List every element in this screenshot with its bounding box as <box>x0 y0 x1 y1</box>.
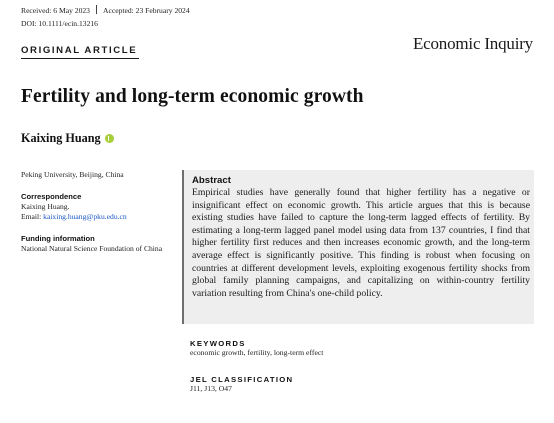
article-type-underline <box>21 58 139 59</box>
funding-label: Funding information <box>21 233 95 243</box>
affiliation: Peking University, Beijing, China <box>21 170 124 179</box>
funding-block <box>21 234 171 254</box>
jel-heading: JEL CLASSIFICATION <box>190 375 294 384</box>
email-prefix: Email: <box>21 211 44 221</box>
keywords-section <box>190 339 530 358</box>
correspondence-email-line <box>21 212 171 222</box>
affiliation-block <box>21 170 171 180</box>
received-date: Received: 6 May 2023 <box>21 6 90 15</box>
journal-logo: Economic Inquiry <box>412 34 533 53</box>
jel-section <box>190 375 530 394</box>
doi[interactable]: DOI: 10.1111/ecin.13216 <box>21 19 98 28</box>
submission-dates <box>21 5 190 16</box>
abstract-panel <box>182 170 534 324</box>
correspondence-name: Kaixing Huang. <box>21 201 70 211</box>
jel-codes: J11, J13, O47 <box>190 384 232 393</box>
date-separator <box>96 5 97 14</box>
correspondence-label: Correspondence <box>21 191 82 201</box>
funding-text: National Natural Science Foundation of China <box>21 243 163 253</box>
author-name[interactable]: Kaixing Huang <box>21 131 101 145</box>
correspondence-block <box>21 192 171 222</box>
keywords-heading: KEYWORDS <box>190 339 246 348</box>
keywords-text: economic growth, fertility, long-term effect <box>190 348 324 357</box>
author-line <box>21 131 114 146</box>
orcid-icon[interactable] <box>105 134 114 143</box>
abstract-text: Empirical studies have generally found that higher fertility has a negative or insignificant effect on economic growth. This article argues that this is because existing studies have failed to capture the long-term lagged effects of fertility. By estimating a long-term lagged panel model using data from 137 countries, I find that higher fertility first reduces and then increases economic growth, and the long-term average effect is significantly positive. This finding is robust when focusing on countries at different development levels, exploiting exogenous fertility shocks from global family planning campaigns, and capitalizing on within-country fertility variation resulting from China's one-child policy. <box>192 187 530 299</box>
article-type: ORIGINAL ARTICLE <box>21 45 138 56</box>
abstract-heading: Abstract <box>192 175 231 186</box>
email-link[interactable]: kaixing.huang@pku.edu.cn <box>43 211 127 221</box>
author-info-column <box>21 170 171 265</box>
accepted-date: Accepted: 23 February 2024 <box>102 6 190 15</box>
paper-title: Fertility and long-term economic growth <box>21 86 364 107</box>
